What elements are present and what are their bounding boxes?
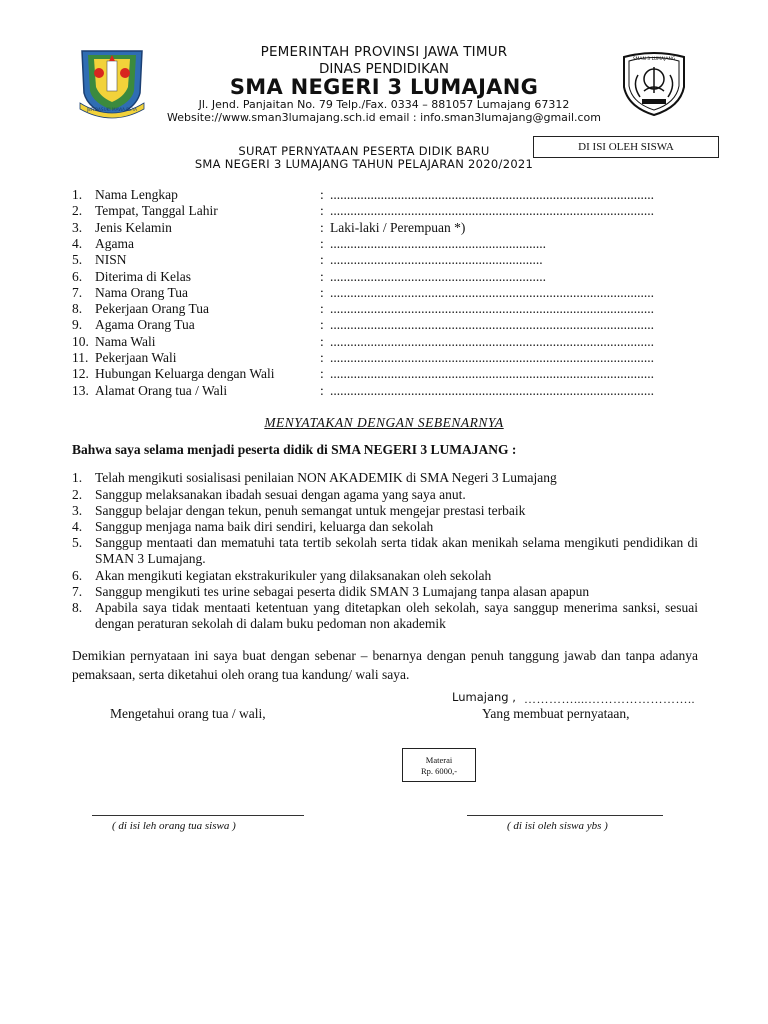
field-colon: : [320,252,324,268]
field-colon: : [320,187,324,202]
closing-paragraph: Demikian pernyataan ini saya buat dengan sebenar – benarnya dengan penuh tanggung jawab dan tanpa adanya pemaksaan, serta diketahui oleh orang tua kandung/ wali saya. [72,648,698,682]
field-value-blank[interactable]: ................................................................................................ [330,203,654,219]
field-colon: : [320,268,324,284]
statement-text: Sanggup mengikuti tes urine sebagai peserta didik SMAN 3 Lumajang tanpa alasan apapun [95,584,590,599]
field-label: Pekerjaan Orang Tua [95,301,209,317]
field-number: 13. [72,382,89,398]
field-number: 2. [72,203,83,219]
statement-item [0,487,768,503]
field-label: Pekerjaan Wali [95,350,177,365]
field-row [0,187,768,203]
field-number: 7. [72,284,83,300]
statement-number: 3. [72,503,83,518]
government-heading: PEMERINTAH PROVINSI JAWA TIMUR [260,44,508,60]
field-label: Nama Lengkap [95,187,178,202]
field-number: 10. [72,333,89,349]
statement-text: Sanggup mentaati dan mematuhi tata tertib sekolah serta tidak akan menikah selama mengikuti pendidikan di SMAN 3 Lumajang. [95,535,698,567]
statement-item [0,503,768,519]
field-row [0,203,768,219]
field-value-blank[interactable]: Laki-laki / Perempuan *) [330,219,466,235]
field-label: Hubungan Keluarga dengan Wali [95,366,275,382]
logo-right-label: SMAN 3 LUMAJANG [632,57,676,62]
field-colon: : [320,317,324,333]
field-colon: : [320,382,324,398]
materai-amount: Rp. 6000,- [420,766,458,776]
field-label: Alamat Orang tua / Wali [95,382,228,398]
field-row [0,317,768,333]
field-number: 5. [72,252,83,268]
parent-acknowledge-label: Mengetahui orang tua / wali, [110,706,266,721]
statement-item [0,519,768,535]
field-value-blank[interactable]: ................................................................ [330,268,546,284]
field-colon: : [320,350,324,365]
parent-signature-note: ( di isi leh orang tua siswa ) [112,820,236,832]
field-value-blank[interactable]: ................................................................................................ [330,187,654,202]
statement-number: 8. [72,600,83,615]
department-heading: DINAS PENDIDIKAN [318,61,450,77]
field-colon: : [320,235,324,251]
statement-text: Akan mengikuti kegiatan ekstrakurikuler yang dilaksanakan oleh sekolah [95,568,492,583]
field-label: Agama [95,235,134,251]
field-number: 9. [72,317,83,333]
field-label: Jenis Kelamin [95,219,172,235]
field-label: Diterima di Kelas [95,268,191,284]
statement-item [0,584,768,600]
statement-number: 5. [72,535,83,550]
field-colon: : [320,301,324,317]
field-colon: : [320,333,324,349]
fill-by-student-box: DI ISI OLEH SISWA [533,136,719,158]
field-colon: : [320,219,324,235]
student-declarant-label: Yang membuat pernyataan, [482,706,630,721]
field-label: Agama Orang Tua [95,317,195,333]
student-signature-line[interactable] [467,815,663,816]
statement-text: Sanggup menjaga nama baik diri sendiri, keluarga dan sekolah [95,519,434,534]
statement-text: Sanggup melaksanakan ibadah sesuai dengan agama yang saya anut. [95,487,466,502]
field-value-blank[interactable]: ................................................................................................ [330,382,654,398]
field-label: NISN [95,252,127,268]
field-number: 12. [72,366,89,382]
statement-item [0,600,768,633]
declaration-title: MENYATAKAN DENGAN SEBENARNYA [264,415,504,430]
field-row [0,334,768,350]
field-label: Tempat, Tanggal Lahir [95,203,218,219]
statement-number: 1. [72,470,83,485]
statement-item [0,470,768,486]
field-row [0,383,768,399]
field-value-blank[interactable]: ................................................................................................ [330,301,654,317]
field-number: 3. [72,219,83,235]
field-label: Nama Wali [95,333,156,349]
field-value-blank[interactable]: ................................................................................................ [330,284,654,300]
field-row [0,269,768,285]
revenue-stamp-box [402,748,476,782]
statement-item [0,568,768,584]
statement-number: 7. [72,584,83,599]
field-value-blank[interactable]: ................................................................................................ [330,317,654,333]
logo-left-motto: JER BASUKI MAWA BEYA [87,107,137,112]
field-value-blank[interactable]: ................................................................................................ [330,333,654,349]
field-value-blank[interactable]: ................................................................ [330,235,546,251]
school-address: Jl. Jend. Panjaitan No. 79 Telp./Fax. 0334 – 881057 Lumajang 67312 [198,98,570,111]
statement-text: Apabila saya tidak mentaati ketentuan yang ditetapkan oleh sekolah, saya sanggup menerima sanksi, sesuai dengan peraturan sekolah di dalam buku pedoman non akademik [95,600,698,632]
statement-text: Telah mengikuti sosialisasi penilaian NON AKADEMIK di SMA Negeri 3 Lumajang [95,470,557,485]
school-website-email: Website://www.sman3lumajang.sch.id email : info.sman3lumajang@gmail.com [166,111,602,124]
statement-number: 4. [72,519,83,534]
field-number: 8. [72,301,83,317]
field-row [0,285,768,301]
field-number: 6. [72,268,83,284]
parent-signature-line[interactable] [92,815,304,816]
signature-date-blank[interactable]: …………....…………………….. [524,692,695,706]
field-row [0,236,768,252]
field-colon: : [320,284,324,300]
form-title-line1: SURAT PERNYATAAN PESERTA DIDIK BARU [238,144,490,158]
statement-number: 2. [72,487,83,502]
field-number: 1. [72,187,83,202]
field-row [0,220,768,236]
field-colon: : [320,203,324,219]
field-value-blank[interactable]: ................................................................................................ [330,350,654,365]
field-row [0,366,768,382]
field-number: 4. [72,235,83,251]
declaration-intro: Bahwa saya selama menjadi peserta didik di SMA NEGERI 3 LUMAJANG : [72,442,517,457]
field-colon: : [320,366,324,382]
field-row [0,350,768,366]
materai-label: Materai [425,755,453,765]
field-number: 11. [72,350,89,365]
statement-number: 6. [72,568,83,583]
field-value-blank[interactable]: ................................................................................................ [330,366,654,382]
field-row [0,252,768,268]
statement-text: Sanggup belajar dengan tekun, penuh semangat untuk mengejar prestasi terbaik [95,503,526,518]
signature-place: Lumajang , [452,690,516,704]
form-title-line2: SMA NEGERI 3 LUMAJANG TAHUN PELAJARAN 2020/2021 [194,157,534,171]
field-value-blank[interactable]: ............................................................... [330,252,543,268]
field-row [0,301,768,317]
school-name: SMA NEGERI 3 LUMAJANG [229,75,539,99]
student-signature-note: ( di isi oleh siswa ybs ) [507,820,608,832]
statement-item [0,535,768,568]
field-label: Nama Orang Tua [95,284,188,300]
